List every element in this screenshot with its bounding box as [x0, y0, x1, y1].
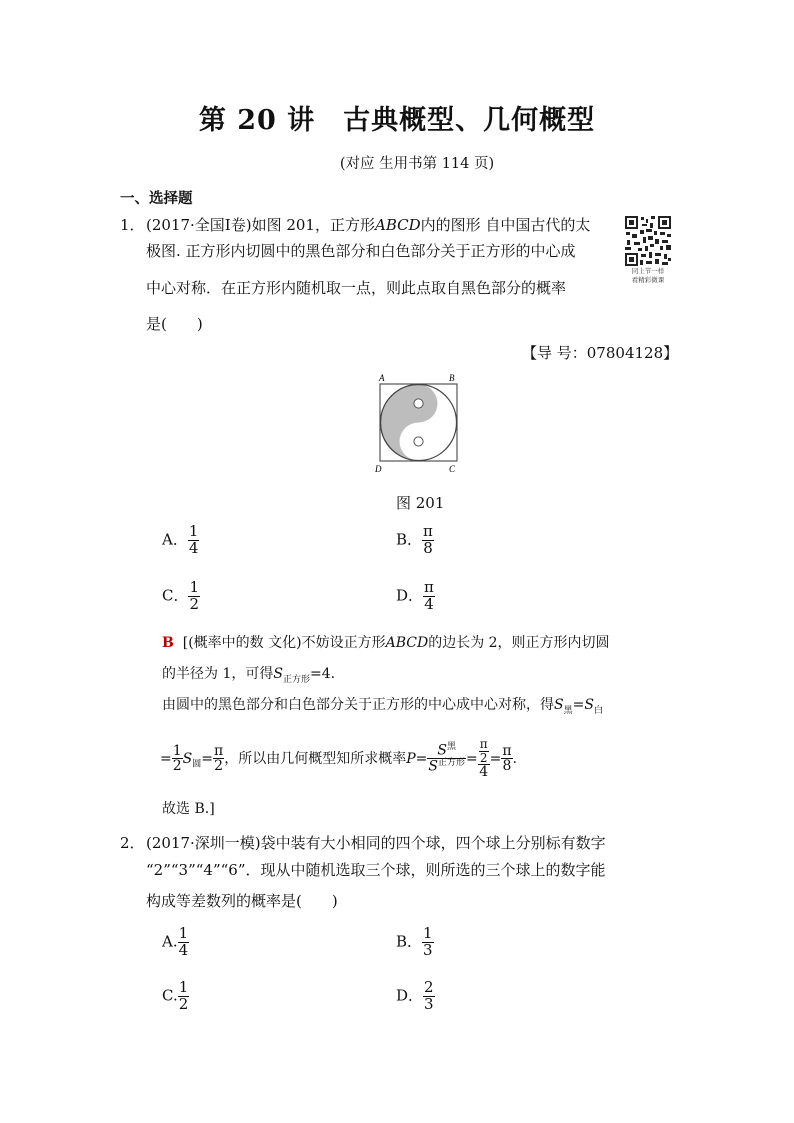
q2-line1: (2017·深圳一模)袋中装有大小相同的四个球，四个球上分别标有数字 — [146, 834, 606, 852]
q1-answer-line4: = $\frac{1}{2}$ $S_圆=$ $\frac{\pi}{2}$ ，所以由几何概型知所求概率P= $\frac{S^黑}{S^{正方形}}$ = $\frac{\frac{\pi}{2}}{4}$ = $\frac{\pi}{8}$ . — [160, 737, 517, 781]
qr-code-image — [624, 215, 672, 285]
label-a: A — [379, 373, 385, 383]
label-d: D — [375, 464, 382, 474]
answer-letter: B — [162, 635, 174, 651]
qr-caption-1: 同上节一样 — [631, 267, 665, 275]
qr-caption-2: 看精彩微课 — [631, 276, 665, 284]
label-c: C — [449, 464, 456, 474]
q1-line3: 中心对称．在正方形内随机取一点，则此点取自黑色部分的概率 — [146, 279, 567, 297]
upper-dot — [414, 399, 423, 408]
q1-answer-line5: 故选 B.] — [162, 801, 215, 817]
q1-option-a: A． $\frac{1}{4}$ — [162, 522, 199, 557]
guide-number: 【导 号：07804128】 — [522, 344, 679, 362]
page-title: 第 20 讲 古典概型、几何概型 — [198, 105, 596, 136]
q2-number: 2． — [120, 834, 145, 852]
taiji-figure — [368, 373, 468, 479]
q2-option-b: B． $\frac{1}{3}$ — [396, 924, 433, 959]
qr-code-icon — [624, 215, 672, 271]
q1-line4: 是( ) — [146, 315, 203, 333]
q1-answer-line2: 的半径为 1，可得$S_{正方形}=4$. — [162, 666, 336, 685]
q2-option-a: A. $\frac{1}{4}$ — [162, 924, 189, 959]
q1-line2: 极图. 正方形内切圆中的黑色部分和白色部分关于正方形的中心成 — [146, 242, 576, 260]
q1-option-b: B． $\frac{\pi}{8}$ — [396, 522, 433, 557]
q1-option-d: D． $\frac{\pi}{4}$ — [396, 578, 434, 613]
lower-dot — [414, 437, 423, 446]
q1-line1: (2017·全国Ⅰ卷)如图 201，正方形ABCD内的图形 自中国古代的太 — [146, 216, 591, 234]
label-b: B — [449, 373, 455, 383]
q1-number: 1． — [120, 216, 145, 234]
q2-line3: 构成等差数列的概率是( ) — [146, 892, 338, 910]
figure-caption: 图 201 — [396, 494, 445, 512]
q2-line2: “2”“3”“4”“6”．现从中随机选取三个球，则所选的三个球上的数字能 — [146, 861, 606, 879]
section-heading: 一、选择题 — [120, 190, 193, 207]
q1-option-c: C． $\frac{1}{2}$ — [162, 578, 200, 613]
q1-answer-line3: 由圆中的黑色部分和白色部分关于正方形的中心成中心对称，得$S_黑=S_白$ — [162, 697, 603, 716]
q2-option-c: C. $\frac{1}{2}$ — [162, 978, 189, 1013]
q2-option-d: D． $\frac{2}{3}$ — [396, 978, 434, 1013]
q1-answer-line1: B [(概率中的数 文化)不妨设正方形ABCD的边长为 2，则正方形内切圆 — [162, 635, 610, 651]
page-subtitle: (对应 生用书第 114 页) — [339, 156, 495, 172]
